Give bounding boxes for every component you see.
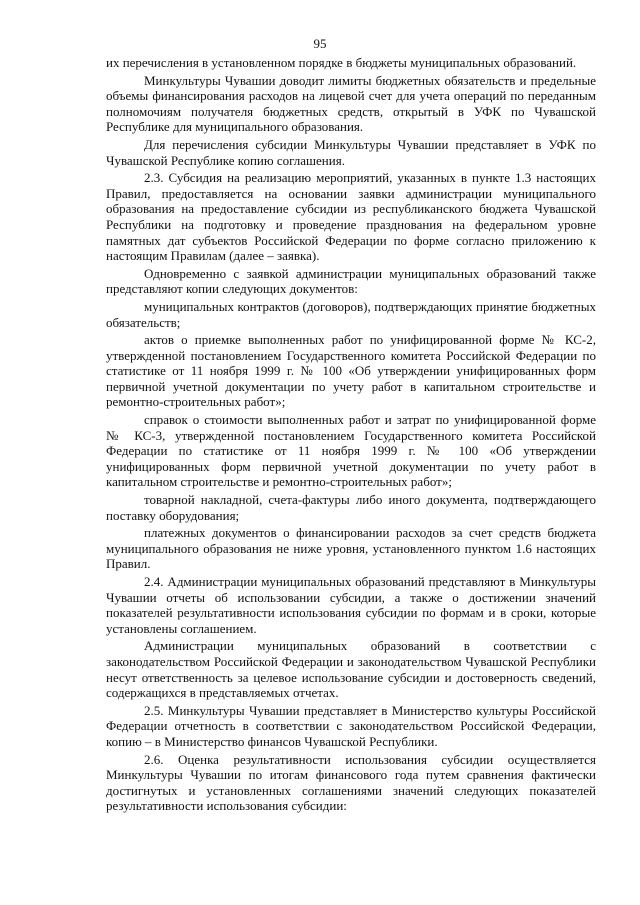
paragraph-2-4: 2.4. Администрации муниципальных образований представляют в Минкультуры Чувашии отчеты об использовании субсидии, а также о достижении значений показателей результативности использования субсидии по формам и в сроки, которые установлены соглашением. <box>106 574 596 636</box>
list-item-contracts: муниципальных контрактов (договоров), подтверждающих принятие бюджетных обязательств; <box>106 298 596 330</box>
page-number: 95 <box>313 36 327 51</box>
paragraph-2-6: 2.6. Оценка результативности использования субсидии осуществляется Минкультуры Чувашии по итогам финансового года путем сравнения фактически достигнутых и установленных соглашениями значений следующих показателей результативности использования субсидии: <box>106 751 596 814</box>
list-item-invoices: товарной накладной, счета-фактуры либо иного документа, подтверждающего поставку оборудования; <box>106 492 596 523</box>
document-body <box>106 55 596 816</box>
paragraph-responsibility: Администрации муниципальных образований в соответствии с законодательством Российской Федерации и законодательством Чувашской Республики несут ответственность за целевое использование субсидии и достоверность сведений, содержащихся в представляемых отчетах. <box>106 638 596 701</box>
paragraph-2-5: 2.5. Минкультуры Чувашии представляет в Министерство культуры Российской Федерации отчетность в соответствии с законодательством Российской Федерации, копию – в Министерство финансов Чувашской Республики. <box>106 702 596 749</box>
list-item-ks2-acts: актов о приемке выполненных работ по унифицированной форме № КС-2, утвержденной постановлением Государственного комитета Российской Федерации по статистике от 11 ноября 1999 г. № 100 «Об утверждении унифицированных форм первичной учетной документации по учету работ в капитальном строительстве и ремонтно-строительных работ»; <box>106 332 596 410</box>
paragraph-continuation: их перечисления в установленном порядке в бюджеты муниципальных образований. <box>106 55 577 70</box>
paragraph-limits: Минкультуры Чувашии доводит лимиты бюджетных обязательств и предельные объемы финансирования расходов на лицевой счет для учета операций по переданным полномочиям получателя бюджетных средств, открытый в УФК по Чувашской Республике для муниципального образования. <box>106 72 596 135</box>
paragraph-agreement-copy: Для перечисления субсидии Минкультуры Чувашии представляет в УФК по Чувашской Республике копию соглашения. <box>106 136 596 168</box>
list-item-payment-documents: платежных документов о финансировании расходов за счет средств бюджета муниципального образования не ниже уровня, установленного пунктом 1.6 настоящих Правил. <box>106 525 596 572</box>
paragraph-documents-intro: Одновременно с заявкой администрации муниципальных образований также представляют копии следующих документов: <box>106 265 596 297</box>
paragraph-2-3: 2.3. Субсидия на реализацию мероприятий, указанных в пункте 1.3 настоящих Правил, предоставляется на основании заявки администрации муниципального образования на предоставление субсидии из республиканского бюджета Чувашской Республики на подготовку и проведение празднования на федеральном уровне памятных дат субъектов Российской Федерации по форме согласно приложению к настоящим Правилам (далее – заявка). <box>106 170 596 264</box>
list-item-ks3-certificates: справок о стоимости выполненных работ и затрат по унифицированной форме № КС-3, утвержденной постановлением Государственного комитета Российской Федерации по статистике от 11 ноября 1999 г. № 100 «Об утверждении унифицированных форм первичной учетной документации по учету работ в капитальном строительстве и ремонтно-строительных работ»; <box>106 412 596 490</box>
